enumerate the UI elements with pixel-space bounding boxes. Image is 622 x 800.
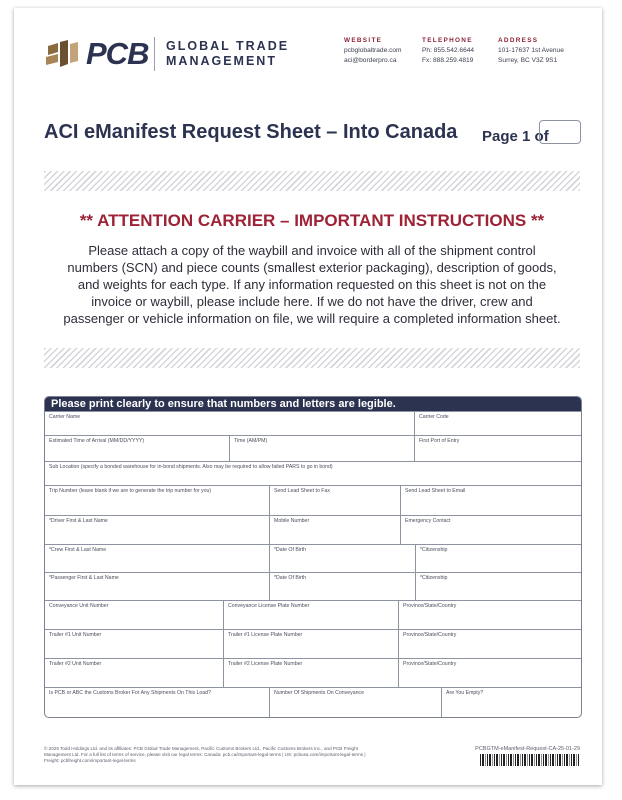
form-row-trip xyxy=(45,485,581,515)
website-email[interactable]: aci@borderpro.ca xyxy=(344,57,397,64)
document-page xyxy=(14,8,602,785)
header-address xyxy=(498,36,564,66)
lead-sheet-fax-field[interactable] xyxy=(269,486,400,515)
carrier-name-field[interactable] xyxy=(45,412,414,435)
field-label: Time (AM/PM) xyxy=(234,438,268,444)
fax-number: Fx: 888.259.4819 xyxy=(422,57,474,64)
field-label: *Date Of Birth xyxy=(274,575,307,581)
hatch-divider-bottom xyxy=(44,348,580,368)
legal-line-3: Freight: pcbfreight.com/important-legal-terms xyxy=(44,758,136,763)
crew-citizenship-field[interactable] xyxy=(415,545,581,572)
instructions-text: Please attach a copy of the waybill and invoice with all of the shipment control numbers (SCN) and piece counts (smallest exterior packaging), description of goods, and weights for each type. If any information requested on this sheet is not on the invoice or waybill, please include here. If we do not have the driver, crew and passenger or vehicle information on file, we will require a completed information sheet. xyxy=(63,243,561,326)
field-label: Carrier Code xyxy=(419,414,449,420)
passenger-name-field[interactable] xyxy=(45,573,269,600)
form-row-trailer-2 xyxy=(45,658,581,687)
barcode-icon xyxy=(480,754,580,766)
driver-name-field[interactable] xyxy=(45,516,269,544)
field-label: Estimated Time of Arrival (MM/DD/YYYY) xyxy=(49,438,145,444)
pcb-logo-icon xyxy=(44,40,82,70)
header-telephone xyxy=(422,36,474,66)
address-line-2: Surrey, BC V3Z 9S1 xyxy=(498,57,558,64)
field-label: Send Lead Sheet to Email xyxy=(405,488,466,494)
field-label: Number Of Shipments On Conveyance xyxy=(274,690,364,696)
page-title: ACI eManifest Request Sheet – Into Canada xyxy=(44,121,458,143)
form-row-broker xyxy=(45,687,581,717)
field-label: *Passenger First & Last Name xyxy=(49,575,119,581)
form-row-trailer-1 xyxy=(45,629,581,658)
logo-divider xyxy=(154,37,155,71)
phone-number: Ph: 855.542.6644 xyxy=(422,47,475,54)
form-row-crew xyxy=(45,544,581,572)
website-url[interactable]: pcbglobaltrade.com xyxy=(344,47,402,54)
conveyance-unit-field[interactable] xyxy=(45,601,223,629)
field-label: Emergency Contact xyxy=(405,518,451,524)
field-label: Is PCB or ABC the Customs Broker For Any Shipments On This Load? xyxy=(49,690,211,696)
field-label: *Crew First & Last Name xyxy=(49,547,107,553)
field-label: Trailer #2 License Plate Number xyxy=(228,661,303,667)
field-label: Carrier Name xyxy=(49,414,81,420)
legal-line-2: Management Ltd. For a full list of terms of service, please visit our legal terms: Canada: pcb.ca/important-legal-terms | US: pcbusa.com/important-legal-terms | xyxy=(44,752,366,757)
field-label: *Citizenship xyxy=(420,547,448,553)
brand-name xyxy=(166,39,289,69)
conveyance-plate-field[interactable] xyxy=(223,601,398,629)
field-label: *Date Of Birth xyxy=(274,547,307,553)
field-label: Trailer #2 Unit Number xyxy=(49,661,102,667)
brand-line-1: GLOBAL TRADE xyxy=(166,39,290,53)
field-label: Send Lead Sheet to Fax xyxy=(274,488,330,494)
emergency-contact-field[interactable] xyxy=(400,516,581,544)
legal-line-1: © 2025 Todd Holdings Ltd. and its affiliates: PCB Global Trade Management, Pacific Customs Brokers Ltd., Pacific Customs Brokers Inc., and PCB Freight xyxy=(44,746,358,751)
field-label: Mobile Number xyxy=(274,518,310,524)
mobile-number-field[interactable] xyxy=(269,516,400,544)
trailer-1-region-field[interactable] xyxy=(398,630,581,658)
form-row-arrival xyxy=(45,435,581,461)
conveyance-region-field[interactable] xyxy=(398,601,581,629)
page-count-field[interactable] xyxy=(539,120,581,144)
form-row-sublocation xyxy=(45,461,581,485)
field-label: *Citizenship xyxy=(420,575,448,581)
manifest-form xyxy=(44,396,582,718)
logo-text: PCB xyxy=(86,36,149,71)
crew-dob-field[interactable] xyxy=(269,545,415,572)
trip-number-field[interactable] xyxy=(45,486,269,515)
form-row-conveyance xyxy=(45,600,581,629)
trailer-2-region-field[interactable] xyxy=(398,659,581,687)
crew-name-field[interactable] xyxy=(45,545,269,572)
field-label: Trip Number (leave blank if we are to generate the trip number for you) xyxy=(49,488,212,494)
address-label: ADDRESS xyxy=(498,37,539,44)
field-label: Conveyance License Plate Number xyxy=(228,603,310,609)
form-row-carrier xyxy=(45,411,581,435)
field-label: Conveyance Unit Number xyxy=(49,603,109,609)
first-port-field[interactable] xyxy=(414,436,581,461)
shipment-count-field[interactable] xyxy=(269,688,441,717)
sub-location-field[interactable] xyxy=(45,462,581,485)
field-label: Province/State/Country xyxy=(403,632,457,638)
trailer-1-plate-field[interactable] xyxy=(223,630,398,658)
form-code: PCBGTM-eManifest-Request-CA-25-01-29 xyxy=(475,746,580,752)
trailer-2-plate-field[interactable] xyxy=(223,659,398,687)
address-line-1: 101-17637 1st Avenue xyxy=(498,47,564,54)
eta-time-field[interactable] xyxy=(229,436,414,461)
page-count-label: Page 1 of xyxy=(482,128,549,145)
form-row-passenger xyxy=(45,572,581,600)
field-label: Trailer #1 Unit Number xyxy=(49,632,102,638)
brand-line-2: MANAGEMENT xyxy=(166,54,277,68)
lead-sheet-email-field[interactable] xyxy=(400,486,581,515)
field-label: Trailer #1 License Plate Number xyxy=(228,632,303,638)
eta-date-field[interactable] xyxy=(45,436,229,461)
field-label: Province/State/Country xyxy=(403,603,457,609)
passenger-citizenship-field[interactable] xyxy=(415,573,581,600)
field-label: Are You Empty? xyxy=(446,690,484,696)
carrier-code-field[interactable] xyxy=(414,412,581,435)
attention-heading: ** ATTENTION CARRIER – IMPORTANT INSTRUCTIONS ** xyxy=(79,211,545,230)
customs-broker-field[interactable] xyxy=(45,688,269,717)
trailer-1-unit-field[interactable] xyxy=(45,630,223,658)
hatch-divider-top xyxy=(44,171,580,191)
form-heading: Please print clearly to ensure that numbers and letters are legible. xyxy=(45,397,581,411)
passenger-dob-field[interactable] xyxy=(269,573,415,600)
empty-status-field[interactable] xyxy=(441,688,581,717)
website-label: WEBSITE xyxy=(344,37,383,44)
field-label: First Port of Entry xyxy=(419,438,460,444)
field-label: *Driver First & Last Name xyxy=(49,518,108,524)
form-row-driver xyxy=(45,515,581,544)
header-website xyxy=(344,36,402,66)
legal-footer xyxy=(44,746,374,764)
field-label: Province/State/Country xyxy=(403,661,457,667)
telephone-label: TELEPHONE xyxy=(422,37,473,44)
field-label: Sub Location (specify a bonded warehouse for in-bond shipments. Also may be required to allow failed PARS to go in bond) xyxy=(49,464,333,470)
trailer-2-unit-field[interactable] xyxy=(45,659,223,687)
